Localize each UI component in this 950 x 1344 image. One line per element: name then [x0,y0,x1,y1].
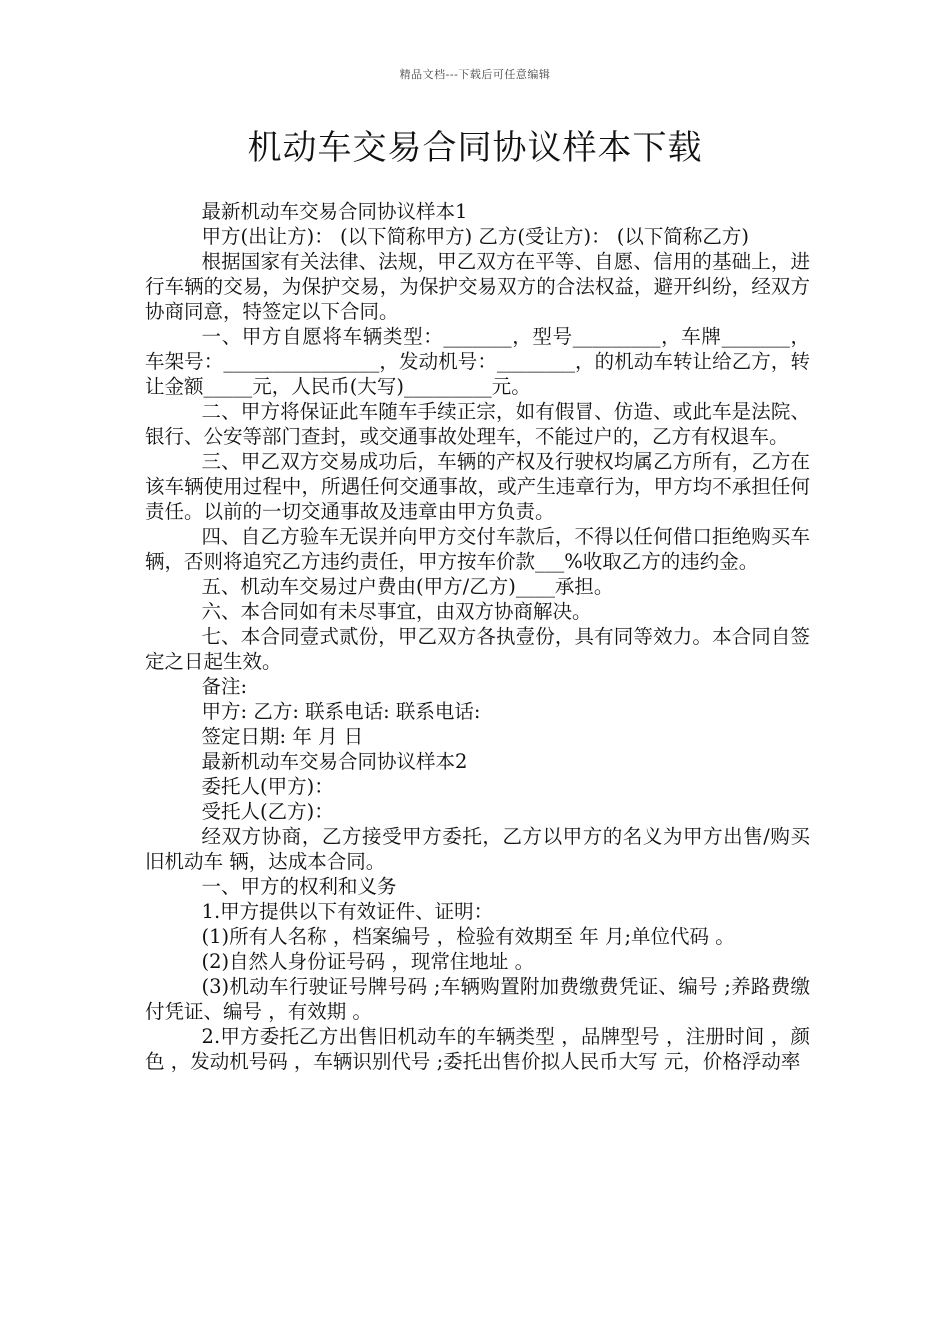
paragraph: 甲方(出让方)： (以下简称甲方) 乙方(受让方)： (以下简称乙方) [201,225,750,248]
paragraph: 一、甲方自愿将车辆类型：_______，型号_________，车牌_______，车架号：________________，发动机号：________，的机动车转让给乙方，转让金额_____元，人民币(大写)_________元。 [145,325,810,398]
paragraph: 三、甲乙双方交易成功后，车辆的产权及行驶权均属乙方所有，乙方在该车辆使用过程中，所遇任何交通事故，或产生违章行为，甲方均不承担任何责任。以前的一切交通事故及违章由甲方负责。 [145,450,810,523]
paragraph: 最新机动车交易合同协议样本1 [201,200,468,223]
document-body [145,199,810,1074]
paragraph: 2.甲方委托乙方出售旧机动车的车辆类型 ，品牌型号 ，注册时间 ，颜色 ，发动机号码 ，车辆识别代号 ;委托出售价拟人民币大写 元，价格浮动率 [145,1025,810,1073]
paragraph: (3)机动车行驶证号牌号码 ;车辆购置附加费缴费凭证、编号 ;养路费缴付凭证、编号 ，有效期 。 [145,975,810,1023]
paragraph: 根据国家有关法律、法规，甲乙双方在平等、自愿、信用的基础上，进行车辆的交易，为保护交易，为保护交易双方的合法权益，避开纠纷，经双方协商同意，特签定以下合同。 [145,250,810,323]
paragraph: 最新机动车交易合同协议样本2 [201,750,468,773]
paragraph: 签定日期: 年 月 日 [201,725,364,748]
paragraph: 六、本合同如有未尽事宜，由双方协商解决。 [201,600,592,623]
paragraph: 备注: [201,675,248,698]
header-watermark: 精品文档---下载后可任意编辑 [399,68,551,81]
paragraph: 1.甲方提供以下有效证件、证明： [201,900,494,923]
paragraph: 七、本合同壹式贰份，甲乙双方各执壹份，具有同等效力。本合同自签定之日起生效。 [145,625,810,673]
paragraph: 甲方: 乙方: 联系电话: 联系电话: [201,700,481,723]
paragraph: 四、自乙方验车无误并向甲方交付车款后，不得以任何借口拒绝购买车辆，否则将追究乙方违约责任，甲方按车价款___%收取乙方的违约金。 [145,525,810,573]
paragraph: 受托人(乙方)： [201,800,334,823]
paragraph: 二、甲方将保证此车随车手续正宗，如有假冒、仿造、或此车是法院、银行、公安等部门查封，或交通事故处理车，不能过户的，乙方有权退车。 [145,400,810,448]
paragraph: (2)自然人身份证号码 ，现常住地址 。 [201,950,535,973]
paragraph: 经双方协商，乙方接受甲方委托，乙方以甲方的名义为甲方出售/购买旧机动车 辆，达成本合同。 [145,825,810,873]
document-title: 机动车交易合同协议样本下载 [247,128,703,168]
paragraph: 五、机动车交易过户费由(甲方/乙方)____承担。 [201,575,614,598]
paragraph: (1)所有人名称 ，档案编号 ，检验有效期至 年 月;单位代码 。 [201,925,735,948]
paragraph: 一、甲方的权利和义务 [201,875,397,898]
paragraph: 委托人(甲方)： [201,775,334,798]
